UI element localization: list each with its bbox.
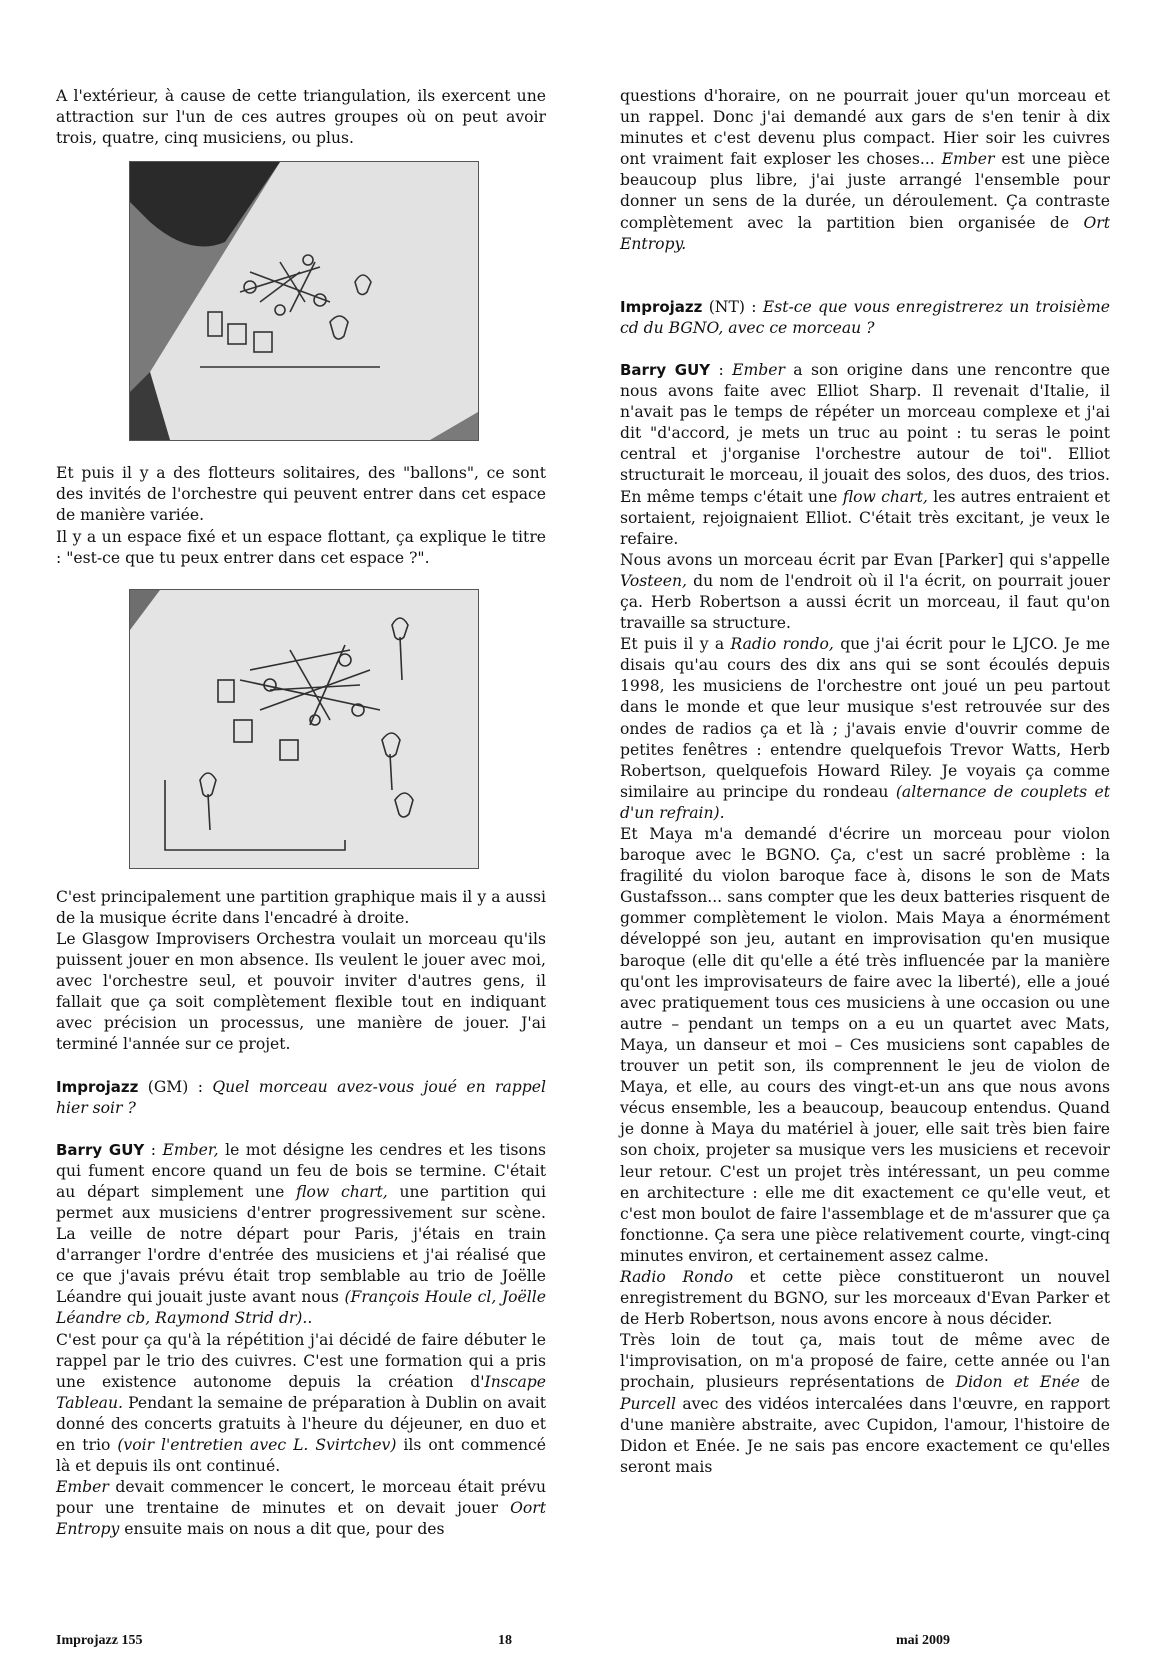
- graphic-score-drawing: [130, 162, 478, 440]
- footer-date: mai 2009: [896, 1633, 951, 1648]
- paragraph: Et puis il y a Radio rondo, que j'ai écrit pour le LJCO. Je me disais qu'au cours des dix ans qui se sont écoulés depuis 1998, les musiciens de l'orchestre ont joué un peu partout dans le monde et que leur musique s'est retrouvée sur des ondes de radios ça et là ; j'avais envie d'ouvrir comme de petites fenêtres : entendre quelquefois Trevor Watts, Herb Robertson, quelquefois Howard Riley. Je voyais ça comme similaire au principe du rondeau (alternance de couplets et d'un refrain).: [620, 635, 1110, 822]
- left-column: [56, 86, 546, 1540]
- footer-magazine: Improjazz 155: [56, 1633, 143, 1648]
- paragraph: C'est pour ça qu'à la répétition j'ai décidé de faire débuter le rappel par le trio des cuivres. C'est une formation qui a pris une existence autonome depuis la création d'Inscape Tableau. Pendant la semaine de préparation à Dublin on avait donné des concerts gratuits à l'heure du déjeuner, en duo et en trio (voir l'entretien avec L. Svirtchev) ils ont commencé là et depuis ils ont continué.: [56, 1330, 546, 1476]
- question-nt: Improjazz (NT) : Est-ce que vous enregistrerez un troisième cd du BGNO, avec ce morceau ?: [620, 297, 1110, 337]
- paragraph: Le Glasgow Improvisers Orchestra voulait un morceau qu'ils puissent jouer en mon absence. Ils veulent le jouer avec moi, avec l'orchestre seul, et pouvoir inviter d'autres gens, il fallait que ça soit complètement flexible tout en indiquant avec précision un processus, une manière de jouer. J'ai terminé l'année sur ce projet.: [56, 929, 546, 1054]
- answer-paragraph: Barry GUY : Ember a son origine dans une rencontre que nous avons faite avec Elliot Sharp. Il revenait d'Italie, il n'avait pas le temps de répéter un morceau complexe et j'ai dit "d'accord, je mets un truc au point : tu seras le point central et j'organise l'orchestre autour de toi". Elliot structurait le morceau, il jouait des solos, des duos, des trios. En même temps c'était une flow chart, les autres entraient et sortaient, rejoignaient Elliot. C'était très excitant, je veux le refaire.: [620, 360, 1110, 548]
- graphic-score-drawing: [130, 590, 478, 868]
- score-photo-2: [129, 589, 479, 869]
- paragraph: Ember devait commencer le concert, le morceau était prévu pour une trentaine de minutes et on devait jouer Oort Entropy ensuite mais on nous a dit que, pour des: [56, 1478, 546, 1539]
- paragraph: C'est principalement une partition graphique mais il y a aussi de la musique écrite dans l'encadré à droite.: [56, 887, 546, 927]
- speaker-improjazz: Improjazz: [620, 297, 703, 316]
- speaker-improjazz: Improjazz: [56, 1077, 139, 1096]
- paragraph: A l'extérieur, à cause de cette triangulation, ils exercent une attraction sur l'un de ces autres groupes où on peut avoir trois, quatre, cinq musiciens, ou plus.: [56, 87, 546, 148]
- paragraph: Et Maya m'a demandé d'écrire un morceau pour violon baroque avec le BGNO. Ça, c'est un sacré problème : la fragilité du violon baroque face à, disons le son de Mats Gustafsson... sans compter que les deux batteries risquent de gommer complètement le violon. Mais Maya a énormément développé son jeu, autant en improvisation qu'en musique baroque (elle dit qu'elle a été très influencée par la manière qu'ont les improvisateurs de faire avec la liberté), elle a joué avec pratiquement tous ces musiciens à une occasion ou une autre – pendant un temps on a eu un quartet avec Mats, Maya, un danseur et moi – Ces musiciens sont capables de trouver un petit son, ils comprennent le jeu de violon de Maya, et elle, au cours des vingt-et-un ans que nous avons vécus ensemble, les a beaucoup, beaucoup entendus. Quand je donne à Maya du matériel à jouer, elle sait très bien faire son choix, projeter sa musique vers les musiciens et recevoir leur retour. C'est un projet très intéressant, un peu comme en architecture : elle me dit exactement ce qu'elle veut, et c'est mon boulot de faire l'assemblage et de m'assurer que ça fonctionne. Ça sera une pièce relativement courte, vingt-cinq minutes environ, et certainement assez calme.: [620, 825, 1110, 1265]
- paragraph: Il y a un espace fixé et un espace flottant, ça explique le titre : "est-ce que tu peux entrer dans cet espace ?".: [56, 527, 546, 567]
- paragraph: Et puis il y a des flotteurs solitaires, des "ballons", ce sont des invités de l'orchestre qui peuvent entrer dans cet espace de manière variée.: [56, 464, 546, 525]
- footer-page-number: 18: [498, 1633, 512, 1648]
- question-gm: Improjazz (GM) : Quel morceau avez-vous joué en rappel hier soir ?: [56, 1077, 546, 1117]
- right-column: [620, 86, 1110, 1478]
- paragraph: Très loin de tout ça, mais tout de même avec de l'improvisation, on m'a proposé de faire, cette année ou l'an prochain, plusieurs représentations de Didon et Enée de Purcell avec des vidéos intercalées dans l'œuvre, en rapport d'une manière abstraite, avec Cupidon, l'amour, l'histoire de Didon et Enée. Je ne sais pas encore exactement ce qu'elles seront mais: [620, 1331, 1111, 1476]
- speaker-barry-guy: Barry GUY: [56, 1140, 145, 1159]
- paragraph: Nous avons un morceau écrit par Evan [Parker] qui s'appelle Vosteen, du nom de l'endroit où il l'a écrit, on pourrait jouer ça. Herb Robertson a aussi écrit un morceau, il faut qu'on travaille sa structure.: [620, 550, 1110, 633]
- paragraph: Radio Rondo et cette pièce constitueront un nouvel enregistrement du BGNO, sur les morceaux d'Evan Parker et de Herb Robertson, nous avons encore à nous décider.: [620, 1267, 1110, 1329]
- speaker-barry-guy: Barry GUY: [620, 360, 711, 379]
- answer-paragraph: Barry GUY : Ember, le mot désigne les cendres et les tisons qui fument encore quand un feu de bois se termine. C'était au départ simplement une flow chart, une partition qui permet aux musiciens d'entrer progressivement sur scène. La veille de notre départ pour Paris, j'étais en train d'arranger l'ordre d'entrée des musiciens et j'ai réalisé que ce que j'avais prévu était trop semblable au trio de Joëlle Léandre qui jouait juste avant nous (François Houle cl, Joëlle Léandre cb, Raymond Strid dr)..: [56, 1140, 546, 1328]
- paragraph: questions d'horaire, on ne pourrait jouer qu'un morceau et un rappel. Donc j'ai demandé aux gars de s'en tenir à dix minutes et c'est devenu plus compact. Hier soir les cuivres ont vraiment fait exploser les choses... Ember est une pièce beaucoup plus libre, j'ai juste arrangé l'ensemble pour donner un sens de la durée, un déroulement. Ça contraste complètement avec la partition bien organisée de Ort Entropy.: [620, 87, 1111, 253]
- score-photo-1: [129, 161, 479, 441]
